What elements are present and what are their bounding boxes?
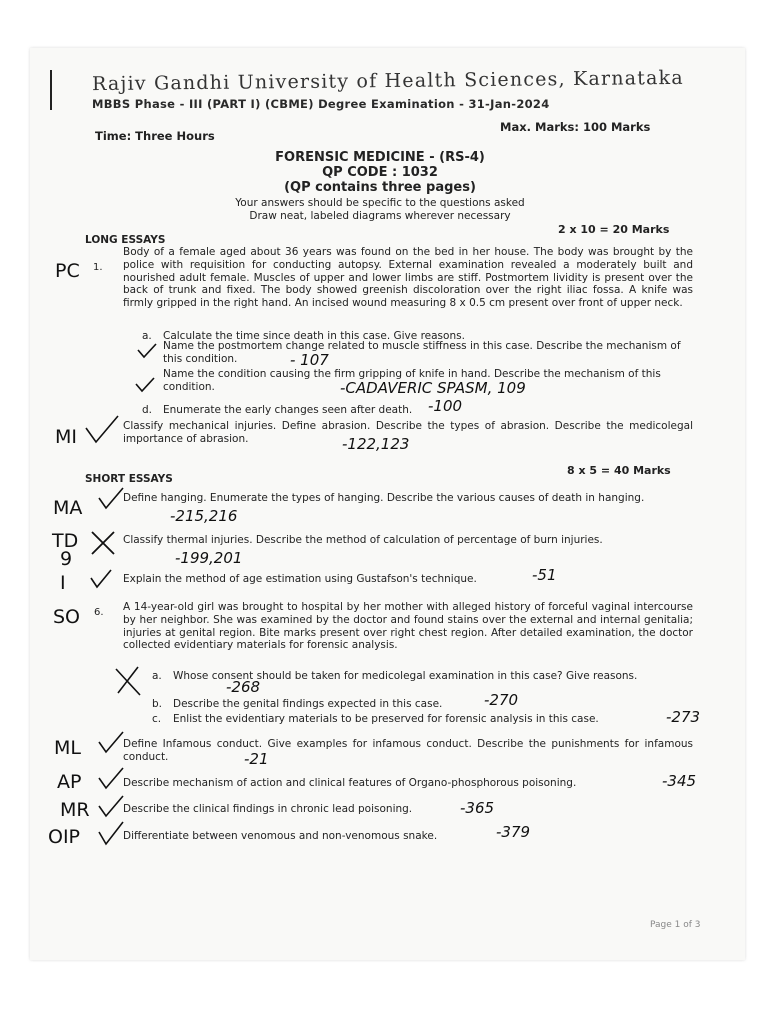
sub-label: a. [152, 670, 162, 682]
page-ref-6b: -270 [484, 691, 519, 709]
sub-question-6b: Describe the genital findings expected in this case. [173, 698, 443, 710]
sub-question-1d: Enumerate the early changes seen after death. [163, 404, 413, 416]
sub-question-6a: Whose consent should be taken for medicolegal examination in this case? Give reasons. [173, 670, 638, 682]
question-4-text: Classify thermal injuries. Describe the method of calculation of percentage of burn injuries. [123, 534, 603, 546]
sub-question-1b: Name the postmortem change related to muscle stiffness in this case. Describe the mechanism of this condition. [163, 340, 681, 365]
page-ref-5: -51 [532, 566, 557, 584]
short-essay-marks: 8 x 5 = 40 Marks [567, 464, 671, 477]
checkmark-icon [96, 730, 126, 756]
sub-question-1c: Name the condition causing the firm gripping of knife in hand. Describe the mechanism of this condition. [163, 368, 661, 393]
page-ref-10: -379 [496, 823, 531, 841]
question-2-text: Classify mechanical injuries. Define abrasion. Describe the types of abrasion. Describe the medicolegal importance of abrasion. [123, 420, 693, 445]
question-number: 6. [94, 607, 104, 618]
annotation-mi: MI [55, 426, 77, 448]
left-margin-line [50, 70, 52, 110]
annotation-so: SO [53, 606, 81, 628]
question-9-text: Describe the clinical findings in chronic lead poisoning. [123, 803, 413, 815]
annotation-ma: MA [53, 497, 83, 519]
sub-label: b. [152, 698, 163, 710]
time-label: Time: Three Hours [95, 129, 215, 143]
annotation-mr: MR [60, 799, 90, 821]
long-essay-marks: 2 x 10 = 20 Marks [558, 223, 670, 236]
page-ref-1c: -CADAVERIC SPASM, 109 [340, 379, 526, 397]
page-ref-4: -199,201 [175, 549, 243, 567]
checkmark-icon [96, 766, 126, 792]
sub-question-1a: Calculate the time since death in this case. Give reasons. [163, 330, 465, 342]
annotation-ap: AP [57, 771, 82, 793]
page-ref-7: -21 [244, 750, 269, 768]
subject-title: FORENSIC MEDICINE - (RS-4) [275, 150, 485, 165]
page-ref-8: -345 [662, 772, 697, 790]
question-10-text: Differentiate between venomous and non-venomous snake. [123, 830, 438, 842]
question-3-text: Define hanging. Enumerate the types of hanging. Describe the various causes of death in hanging. [123, 492, 645, 504]
cross-icon [110, 663, 146, 699]
page-ref-2: -122,123 [342, 435, 410, 453]
annotation-td: TD [52, 530, 79, 552]
checkmark-icon [96, 486, 126, 512]
annotation-q7: 9 [60, 548, 73, 570]
annotation-oip: OIP [48, 826, 81, 848]
question-7-text: Define Infamous conduct. Give examples for infamous conduct. Describe the punishments for infamous conduct. [123, 738, 693, 763]
checkmark-icon [88, 568, 114, 590]
qp-code: QP CODE : 1032 [322, 165, 438, 180]
cross-icon [88, 528, 118, 558]
annotation-pc: PC [55, 260, 80, 282]
instruction-1: Your answers should be specific to the questions asked [235, 197, 525, 209]
annotation-i: I [60, 572, 66, 594]
question-5-text: Explain the method of age estimation using Gustafson's technique. [123, 573, 477, 585]
checkmark-icon [82, 414, 122, 444]
sub-label: a. [142, 330, 152, 342]
question-8-text: Describe mechanism of action and clinical features of Organo-phosphorous poisoning. [123, 777, 577, 789]
page-ref-6a: -268 [226, 678, 261, 696]
short-essay-heading: SHORT ESSAYS [85, 473, 173, 485]
question-6-text: A 14-year-old girl was brought to hospital by her mother with alleged history of forceful vaginal intercourse by her neighbor. She was examined by the doctor and found stains over the external and internal genitalia; injuries at genital region. Bite marks present over right chest region. After detailed examination, the doctor collected evidentiary materials for forensic analysis. [123, 601, 693, 652]
sub-question-6c: Enlist the evidentiary materials to be preserved for forensic analysis in this case. [173, 713, 599, 725]
checkmark-icon [136, 342, 158, 360]
question-number: 1. [93, 262, 103, 273]
checkmark-icon [96, 820, 126, 848]
instruction-2: Draw neat, labeled diagrams wherever necessary [249, 210, 511, 222]
question-paper [30, 48, 745, 960]
sub-label: c. [152, 713, 162, 725]
annotation-ml: ML [54, 737, 81, 759]
checkmark-icon [134, 376, 156, 394]
page-ref-1d: -100 [428, 397, 463, 415]
exam-title: MBBS Phase - III (PART I) (CBME) Degree Examination - 31-Jan-2024 [92, 97, 550, 111]
question-1-text: Body of a female aged about 36 years was found on the bed in her house. The body was brought by the police with requisition for conducting autopsy. External examination revealed a moderately built and nourished adult female. Muscles of upper and lower limbs are stiff. Postmortem lividity is present over the back of trunk and fixed. The body showed greenish discoloration over the right iliac fossa. A knife was firmly gripped in the right hand. An incised wound measuring 8 x 0.5 cm present over front of upper neck. [123, 246, 693, 310]
page-ref-9: -365 [460, 799, 495, 817]
university-name: Rajiv Gandhi University of Health Sciences, Karnataka [91, 66, 684, 96]
page-ref-1b: - 107 [290, 351, 329, 369]
page-ref-6c: -273 [666, 708, 701, 726]
page-footer: Page 1 of 3 [650, 920, 701, 930]
max-marks: Max. Marks: 100 Marks [500, 120, 651, 134]
qp-pages: (QP contains three pages) [284, 180, 476, 195]
sub-label: d. [142, 404, 153, 416]
page-ref-3: -215,216 [170, 507, 238, 525]
checkmark-icon [96, 794, 126, 820]
long-essay-heading: LONG ESSAYS [85, 234, 166, 246]
